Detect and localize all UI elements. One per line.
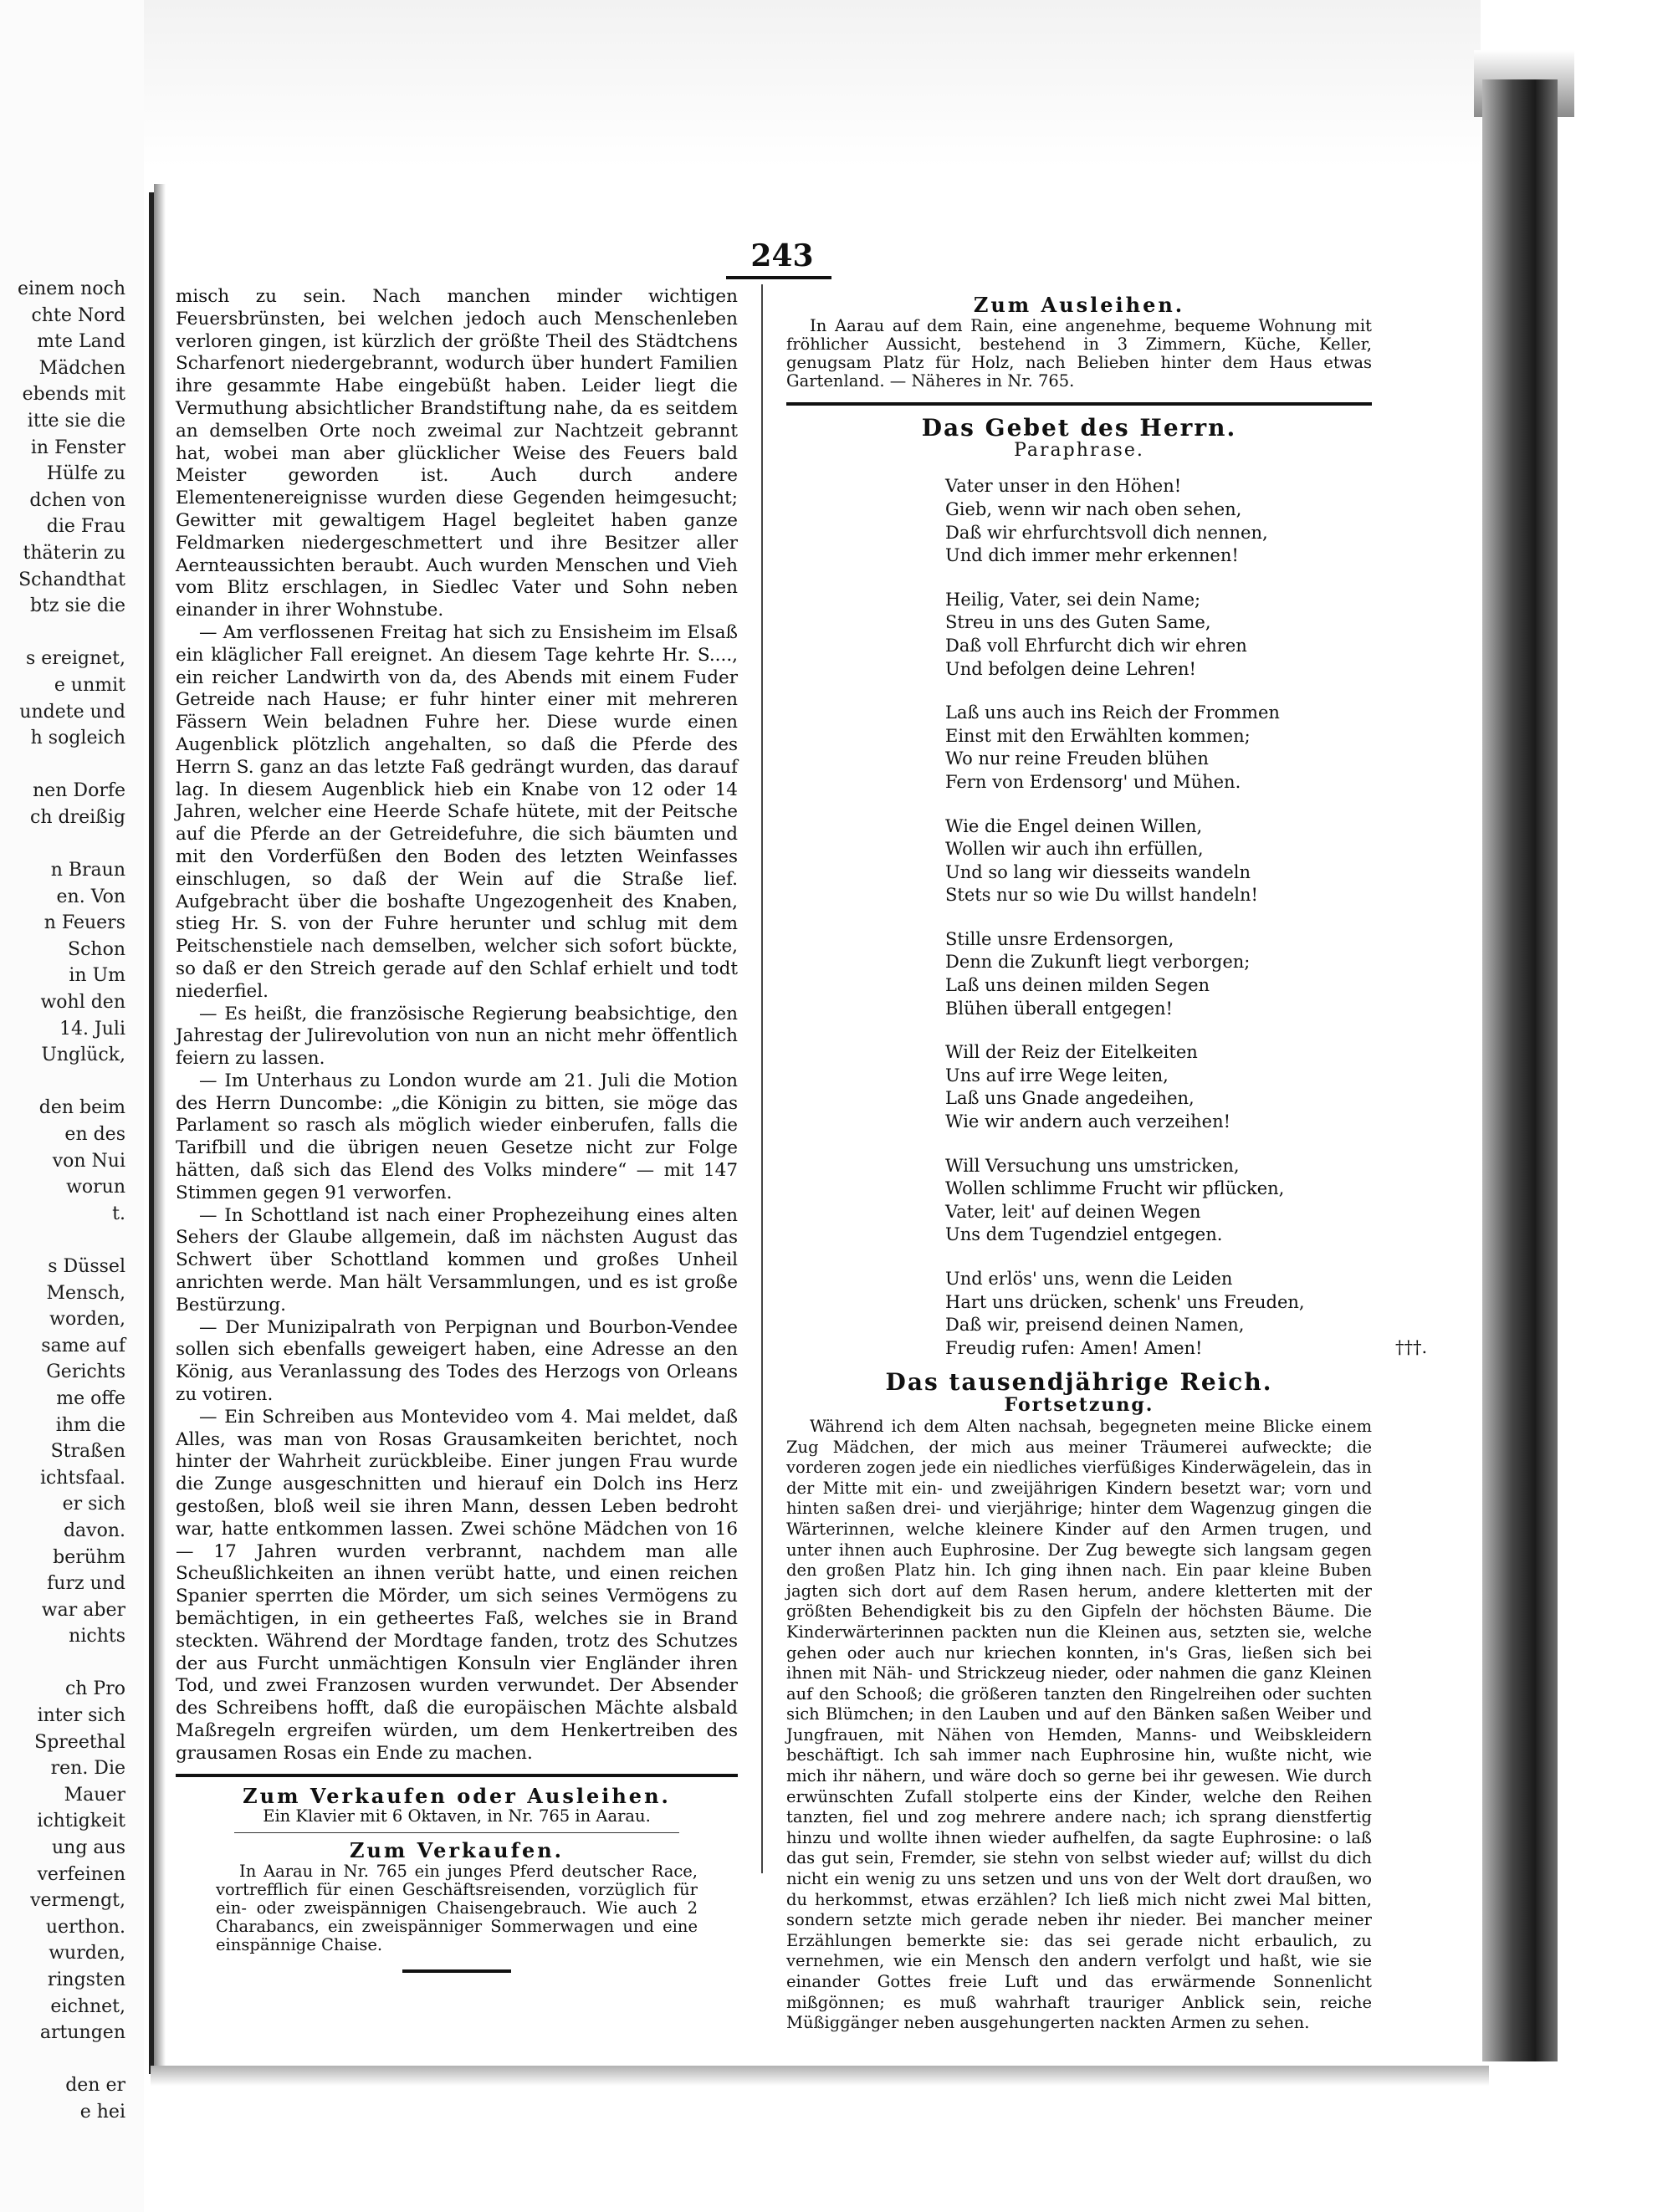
poem-line: Daß wir, preisend deinen Namen,: [945, 1315, 1245, 1336]
poem-line: Freudig rufen: Amen! Amen!: [945, 1337, 1203, 1358]
poem-stanza: [945, 1041, 1372, 1133]
ad-rent-title: Zum Ausleihen.: [973, 293, 1185, 317]
right-column: [786, 293, 1428, 2034]
ad-sale-or-rent-title: Zum Verkaufen oder Ausleihen.: [243, 1783, 671, 1808]
poem-subtitle: Paraphrase.: [1014, 439, 1144, 461]
section-rule: [176, 1774, 738, 1777]
poem-line: Vater, leit' auf deinen Wegen: [945, 1201, 1201, 1222]
poem-stanza: [945, 928, 1372, 1020]
poem-line: Und so lang wir diesseits wandeln: [945, 861, 1251, 882]
poem-line: Will der Reiz der Eitelkeiten: [945, 1042, 1198, 1063]
ad-sale-title: Zum Verkaufen.: [349, 1838, 565, 1863]
poem-stanza: [945, 589, 1372, 681]
story-text: Während ich dem Alten nachsah, begegneten meine Blicke einem Zug Mädchen, der mich aus meiner Träumerei aufweckte; die vorderen zogen jede ein niedliches vierfüßiges Kinderwägelein, das in der Mitte mit ein- und zweijährigen Kindern besetzt war; vorn und hinten saßen drei- und vierjährige; hinter dem Wagenzug gingen die Wärterinnen, welche kleinere Kinder auf den Armen trugen, und unter ihnen auch Euphrosine. Der Zug bewegte sich langsam gegen den großen Platz hin. Ich ging ihnen nach. Ein paar kleine Buben jagten sich dort auf dem Rasen herum, andere kletterten mit der größten Behendigkeit bis zu den Gipfeln der höchsten Bäume. Die Kinderwärterinnen packten nun die Kleinen aus, setzten sie, welche gehen oder auch nur kriechen konnten, in's Gras, ließen sich bei ihnen mit Näh- und Strickzeug nieder, oder nahmen die ganz Kleinen auf den Schooß; die größeren tanzten den Ringelreihen oder suchten sich Blümchen; in den Lauben und auf den Bänken saßen Weiber und Jungfrauen, mit Nähen von Hemden, Manns- und Weibskleidern beschäftigt. Ich sah immer nach Euphrosine hin, wußte nicht, wie mich ihr nähern, und wäre doch so gerne bei ihr gewesen. Wie durch erwünschten Zufall stolperte eins der Kinder, welche den Reihen tanzten, fiel und zog mehrere andere nach; ich sprang dienstfertig hinzu und wollte ihnen wieder aufhelfen, da sagte Euphrosine: o laß das gut sein, Fremder, sie stehn von selbst wieder auf; willst du dich nicht ein wenig zu uns setzen und uns von der Welt dort draußen, wo du herkommst, etwas erzählen? Ich ließ mich nicht zwei Mal bitten, sondern setzte mich gerade neben ihr nieder. Bei mancher meiner Erzählungen bemerkte sie: das sei gerade nicht erbaulich, zu vernehmen, wie ein Mensch den andern verfolgt und haßt, wie sie einander Gottes freie Luft und das erwärmende Sonnenlicht mißgönnen; es muß wahrhaft trauriger Anblick sein, reiche Müßiggänger neben ausgehungerten nackten Armen zu sehen.: [786, 1416, 1372, 2033]
poem-title: Das Gebet des Herrn.: [921, 413, 1237, 442]
page-number: 243: [750, 238, 814, 273]
article-paragraph: — Es heißt, die französische Regierung beabsichtige, den Jahrestag der Julirevolution von nun an nicht mehr öffentlich feiern zu lassen.: [176, 1003, 738, 1070]
poem: [945, 475, 1428, 1360]
poem-stanza: [945, 475, 1372, 567]
poem-line: Wie wir andern auch verzeihen!: [945, 1111, 1231, 1132]
poem-line: Wollen schlimme Frucht wir pflücken,: [945, 1178, 1285, 1199]
column-divider: [761, 284, 763, 1873]
poem-line: Einst mit den Erwählten kommen;: [945, 725, 1251, 746]
article-paragraph: — In Schottland ist nach einer Prophezeihung eines alten Sehers der Glaube allgemein, daß im nächsten August das Schwert über Schottland kommen und großes Unheil anrichten werde. Man hält Versammlungen, und es ist große Bestürzung.: [176, 1204, 738, 1315]
header-rule: [726, 276, 831, 279]
poem-line: Wollen wir auch ihn erfüllen,: [945, 839, 1204, 860]
poem-line: Heilig, Vater, sei dein Name;: [945, 589, 1201, 610]
poem-line: Laß uns deinen milden Segen: [945, 975, 1210, 996]
article-paragraph: — Im Unterhaus zu London wurde am 21. Juli die Motion des Herrn Duncombe: „die Königin zu bitten, sie möge das Parlament so rasch als möglich wieder einberufen, falls die Tarifbill und die übrigen neuen Gesetze nicht zur Folge hätten, daß sich das Elend des Volks mindere“ — mit 147 Stimmen gegen 91 verworfen.: [176, 1070, 738, 1203]
poem-line: Und befolgen deine Lehren!: [945, 658, 1196, 679]
poem-line: Hart uns drücken, schenk' uns Freuden,: [945, 1291, 1305, 1312]
left-page-fragments: einem noch chte Nord mte Land Mädchen ebends mit itte sie die in Fenster Hülfe zu dchen von die Frau thäterin zu Schandthat btz sie die s ereignet, e unmit undete und h sogleich nen Dorfe ch dreißig n Braun en. Von n Feuers Schon in Um wohl den 14. Juli Unglück, den beim en des von Nui worun t. s Düssel Mensch, worden, same auf Gerichts me offe ihm die Straßen ichtsfaal. er sich davon. berühm furz und war aber nichts ch Pro inter sich Spreethal ren. Die Mauer ichtigkeit ung aus verfeinen vermengt, uerthon. wurden, ringsten eichnet, artungen den er e hei: [17, 278, 125, 2123]
poem-line: Blühen überall entgegen!: [945, 998, 1173, 1019]
poem-line: Denn die Zukunft liegt verborgen;: [945, 952, 1251, 973]
scan-top-band: [92, 0, 1481, 167]
poem-line: Streu in uns des Guten Same,: [945, 612, 1211, 633]
poem-line: Fern von Erdensorg' und Mühen.: [945, 771, 1241, 792]
poem-stanza: [945, 1155, 1372, 1247]
poem-stanza: [945, 702, 1372, 794]
poem-line: Stets nur so wie Du willst handeln!: [945, 885, 1258, 906]
ad-sale-or-rent-text: Ein Klavier mit 6 Oktaven, in Nr. 765 in Aarau.: [263, 1806, 651, 1826]
story-subtitle: Fortsetzung.: [1004, 1394, 1154, 1417]
poem-line: Laß uns Gnade angedeihen,: [945, 1088, 1195, 1109]
article-paragraph: — Der Munizipalrath von Perpignan und Bourbon-Vendee sollen sich ebenfalls geweigert haben, eine Adresse an den König, aus Veranlassung des Todes des Herzogs von Orleans zu votiren.: [176, 1316, 738, 1406]
ad-sale-text: In Aarau in Nr. 765 ein junges Pferd deutscher Race, vortrefflich für einen Geschäftsreisenden, vorzüglich für ein- oder zweispännigen Chaisengebrauch. Wie auch 2 Charabancs, ein zweispänniger Sommerwagen und eine einspännige Chaise.: [216, 1862, 698, 1955]
book-right-edge: [1482, 79, 1558, 2061]
poem-line: Daß voll Ehrfurcht dich wir ehren: [945, 635, 1247, 656]
poem-line: Und dich immer mehr erkennen!: [945, 545, 1239, 566]
ad-divider: [234, 1832, 679, 1833]
story-title: Das tausendjährige Reich.: [885, 1368, 1273, 1397]
article-paragraph: misch zu sein. Nach manchen minder wichtigen Feuersbrünsten, bei welchen jedoch auch Menschenleben verloren gingen, ist kürzlich der größte Theil des Städtchens Scharfenort niedergebrannt, wodurch über hundert Familien ihre gesammte Habe eingebüßt haben. Leider liegt die Vermuthung absichtlicher Brandstiftung nahe, da es seitdem an demselben Orte noch zweimal zur Nachtzeit gebrannt hat, wobei man aber glücklicher Weise des Feuers bald Meister geworden ist. Auch durch andere Elementenereignisse wurden diese Gegenden heimgesucht; Gewitter mit gewaltigem Hagel begleitet haben ganze Feldmarken niedergeschmettert und ihre Besitzer aller Aernteaussichten beraubt. Auch wurden Menschen und Vieh vom Blitz erschlagen, in Siedlec Vater und Sohn neben einander in ihrer Wohnstube.: [176, 286, 738, 621]
poem-line: Uns dem Tugendziel entgegen.: [945, 1224, 1223, 1245]
poem-stanza: [945, 815, 1372, 907]
poem-line: Stille unsre Erdensorgen,: [945, 928, 1174, 949]
poem-line: Will Versuchung uns umstricken,: [945, 1155, 1240, 1176]
poem-line: Daß wir ehrfurchtsvoll dich nennen,: [945, 522, 1268, 543]
poem-stanza: [945, 1268, 1428, 1360]
poem-line: Wo nur reine Freuden blühen: [945, 748, 1209, 769]
poem-line: Gieb, wenn wir nach oben sehen,: [945, 498, 1242, 519]
article-paragraph: — Ein Schreiben aus Montevideo vom 4. Mai meldet, daß Alles, was man von Rosas Grausamkeiten berichtet, noch hinter der Wahrheit zurückbleibe. Einer jungen Frau wurde die Zunge ausgeschnitten und hierauf ein Dolch ins Herz gestoßen, bloß weil sie ihren Mann, dessen Leben bedroht war, hatte entkommen lassen. Zwei schöne Mädchen von 16 — 17 Jahren wurden verbrannt, nachdem man alle Scheußlichkeiten an ihnen verübt hatte, und einen reichen Spanier sperrten die Mörder, um sich seines Vermögens zu bemächtigen, in ein getheertes Faß, welches sie in Brand steckten. Während der Mordtage fanden, trotz des Schutzes der aus Furcht unmächtigen Konsuln vier Engländer ihren Tod, und zwei Franzosen wurden verwundet. Der Absender des Schreibens hofft, daß die europäischen Mächte alsbald Maßregeln ergreifen würden, um dem Henkertreiben des grausamen Rosas ein Ende zu machen.: [176, 1406, 738, 1764]
ad-rent-text: In Aarau auf dem Rain, eine angenehme, bequeme Wohnung mit fröhlicher Aussicht, bestehend in 3 Zimmern, Küche, Keller, genugsam Platz für Holz, nach Belieben hinter dem Haus etwas Gartenland. — Näheres in Nr. 765.: [786, 315, 1372, 391]
poem-line: Laß uns auch ins Reich der Frommen: [945, 702, 1280, 723]
poem-line: Vater unser in den Höhen!: [945, 476, 1182, 497]
section-rule: [786, 402, 1372, 406]
left-column: [176, 286, 738, 1973]
poem-line: Uns auf irre Wege leiten,: [945, 1065, 1169, 1086]
page-bottom-shadow: [151, 2066, 1489, 2086]
poem-line: Und erlös' uns, wenn die Leiden: [945, 1269, 1233, 1290]
poem-line: Wie die Engel deinen Willen,: [945, 815, 1203, 836]
gutter-shadow: [154, 184, 166, 2082]
article-paragraph: — Am verflossenen Freitag hat sich zu Ensisheim im Elsaß ein kläglicher Fall ereignet. An diesem Tage kehrte Hr. S...., ein reicher Landwirth von da, des Abends mit einem Fuder Getreide nach Hause; er fuhr hinter einer mit mehreren Fässern Wein beladnen Fuhre her. Diese wurde einen Augenblick plötzlich angehalten, so daß die Pferde des Herrn S. ganz an das letzte Faß gedrängt wurden, das darauf lag. In diesem Augenblick hieb ein Knabe von 12 oder 14 Jahren, welcher eine Heerde Schafe hütete, mit der Peitsche auf die Pferde an der Getreidefuhre, die sich bäumten und mit den Vorderfüßen den Boden des letzten Weinfasses einschlugen, so daß der Wein auf die Straße lief. Aufgebracht über die boshafte Ungezogenheit des Knaben, stieg Hr. S. von der Fuhre herunter und schlug mit dem Peitschenstiele nach demselben, welcher sich sofort bückte, so daß er den Streich gerade auf den Schlaf erhielt und todt niederfiel.: [176, 621, 738, 1002]
poem-signature: †††.: [1395, 1337, 1428, 1358]
left-page-edge: [0, 0, 144, 2212]
end-rule: [402, 1969, 511, 1973]
